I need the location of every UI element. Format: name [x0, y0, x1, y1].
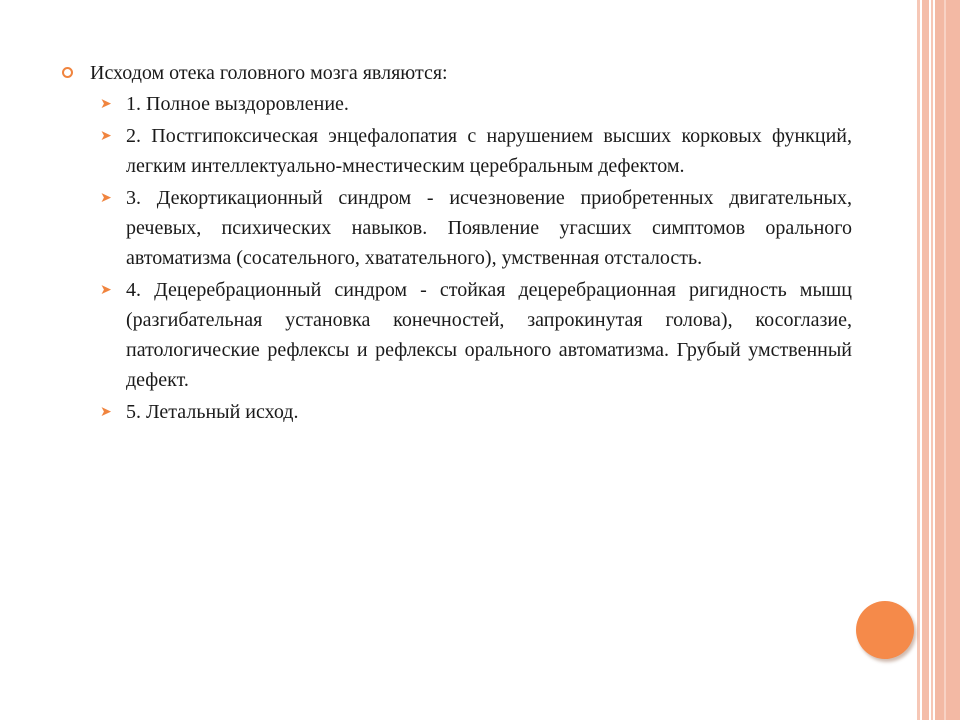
list-item-text: 5. Летальный исход. [126, 401, 299, 423]
arrow-bullet-icon: ➤ [100, 282, 112, 298]
arrow-bullet-icon: ➤ [100, 96, 112, 112]
arrow-bullet-icon: ➤ [100, 128, 112, 144]
decorative-stripe [935, 0, 960, 720]
circle-bullet-icon [62, 67, 73, 78]
decorative-stripe [917, 0, 920, 720]
list-item-text: 4. Децеребрационный синдром - стойкая децеребрационная ригидность мышц (разгибательная установка конечностей, запрокинутая голова), косоглазие, патологические рефлексы и рефлексы орального автоматизма. Грубый умственный дефект. [126, 279, 852, 391]
arrow-bullet-icon: ➤ [100, 404, 112, 420]
list-item [100, 89, 852, 119]
list-item-text: 1. Полное выздоровление. [126, 93, 349, 115]
slide-heading: Исходом отека головного мозга являются: [90, 62, 448, 84]
heading-bullet [62, 59, 852, 88]
decorative-stripe [922, 0, 929, 720]
arrow-bullet-icon: ➤ [100, 190, 112, 206]
list-item [100, 275, 852, 395]
decorative-circle [856, 601, 914, 659]
list-item [100, 121, 852, 181]
decorative-stripe [931, 0, 933, 720]
list-item [100, 183, 852, 273]
list-item-text: 3. Декортикационный синдром - исчезновение приобретенных двигательных, речевых, психических навыков. Появление угасших симптомов орального автоматизма (сосательного, хватательного), умственная отсталость. [126, 187, 852, 269]
decorative-stripe [944, 0, 946, 720]
list-item-text: 2. Постгипоксическая энцефалопатия с нарушением высших корковых функций, легким интеллектуально-мнестическим церебральным дефектом. [126, 125, 852, 177]
list-item [100, 397, 852, 427]
slide-body [62, 59, 852, 429]
